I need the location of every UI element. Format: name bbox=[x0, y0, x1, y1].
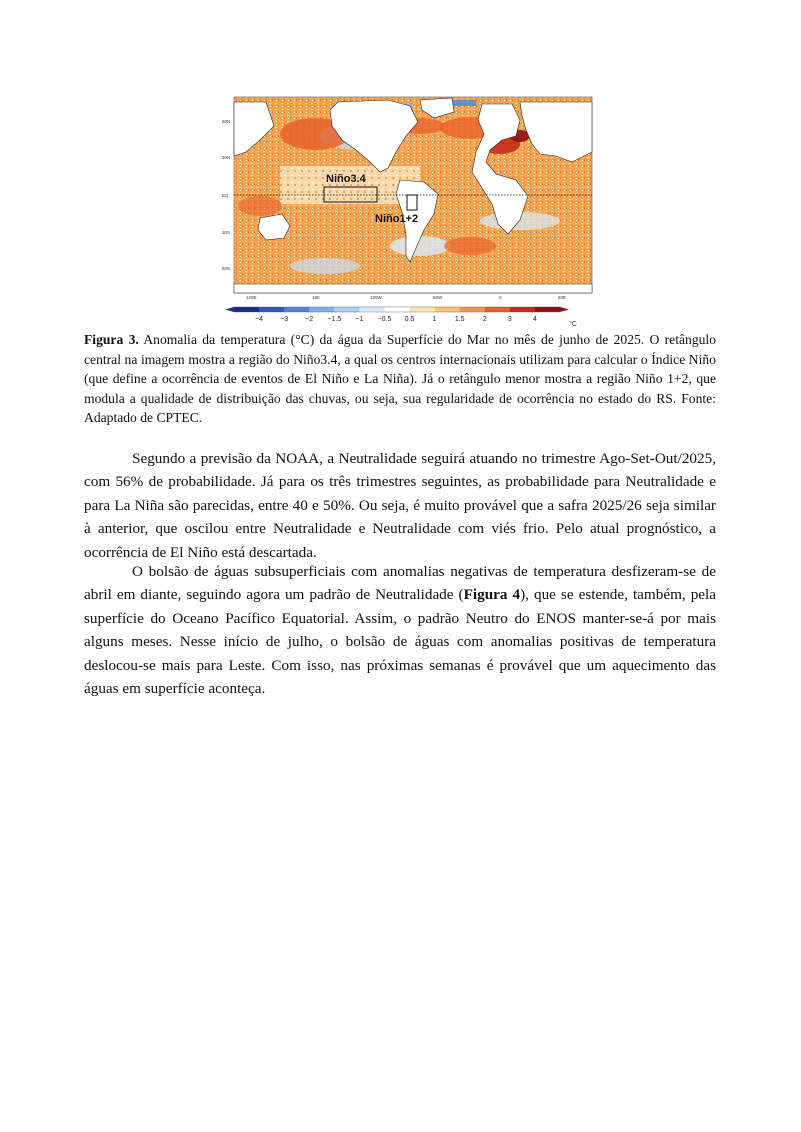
colorbar-swatch bbox=[410, 307, 435, 312]
colorbar-tick-label: −1.5 bbox=[327, 316, 342, 323]
colorbar-tick-label: −0.5 bbox=[377, 316, 392, 323]
figure-4-reference: Figura 4 bbox=[463, 586, 521, 604]
lat-label: 60N bbox=[222, 119, 231, 124]
colorbar-tick-label: −3 bbox=[280, 316, 289, 323]
lon-label: 60E bbox=[558, 295, 567, 300]
colorbar-arrow-high bbox=[560, 307, 569, 312]
colorbar-swatch bbox=[359, 307, 384, 312]
map-cool-patch bbox=[290, 258, 360, 274]
colorbar-swatch bbox=[535, 307, 560, 312]
colorbar-tick-label: 4 bbox=[532, 316, 537, 323]
lat-label: 60S bbox=[222, 266, 231, 271]
colorbar-swatch bbox=[485, 307, 510, 312]
sst-anomaly-map bbox=[220, 96, 594, 300]
colorbar-tick-label: 3 bbox=[507, 316, 512, 323]
colorbar-swatch bbox=[259, 307, 284, 312]
map-land-antarctica bbox=[234, 284, 592, 293]
lat-label: EQ bbox=[222, 193, 229, 198]
colorbar-swatch bbox=[384, 307, 409, 312]
colorbar-swatch bbox=[284, 307, 309, 312]
colorbar-tick-label: 0.5 bbox=[404, 316, 415, 323]
lon-label: 60W bbox=[433, 295, 443, 300]
lon-label: 0 bbox=[499, 295, 502, 300]
paragraph-2-text-b: ), que se estende, também, pela superfície do Oceano Pacífico Equatorial. Assim, o padrão Neutro do ENOS manter-se-á por mais alguns meses. Nesse início de julho, o bolsão de águas com anomalias positivas de temperatura deslocou-se mais para Leste. Com isso, nas próximas semanas é provável que um aquecimento das águas em superfície aconteça. bbox=[84, 586, 716, 698]
colorbar-tick-label: 1.5 bbox=[454, 316, 465, 323]
lon-label: 120W bbox=[370, 295, 382, 300]
colorbar-arrow-low bbox=[225, 307, 234, 312]
colorbar-swatch bbox=[435, 307, 460, 312]
colorbar-swatch bbox=[309, 307, 334, 312]
body-paragraph-2 bbox=[84, 560, 716, 700]
colorbar-tick-label: −4 bbox=[255, 316, 264, 323]
colorbar-tick-label: 2 bbox=[482, 316, 487, 323]
colorbar-unit: °C bbox=[569, 321, 577, 328]
lon-label: 180 bbox=[312, 295, 320, 300]
colorbar bbox=[220, 304, 594, 330]
nino34-label: Niño3.4 bbox=[326, 173, 366, 185]
colorbar-swatch bbox=[334, 307, 359, 312]
caption-text: Anomalia da temperatura (°C) da água da Superfície do Mar no mês de junho de 2025. O retângulo central na imagem mostra a região do Niño3.4, a qual os centros internacionais utilizam para calcular o Índice Niño (que define a ocorrência de eventos de El Niño e La Niña). Já o retângulo menor mostra a região Niño 1+2, que modula a qualidade de distribuição das chuvas, ou seja, sua regularidade de ocorrência no estado do RS. Fonte: Adaptado de CPTEC. bbox=[84, 332, 716, 426]
paragraph-2-text-a: O bolsão de águas subsuperficiais com anomalias negativas de temperatura desfizeram-se de abril em diante, seguindo agora um padrão de Neutralidade ( bbox=[84, 563, 716, 604]
nino12-label: Niño1+2 bbox=[375, 213, 419, 225]
lat-label: 30S bbox=[222, 230, 231, 235]
figure-caption bbox=[84, 330, 716, 428]
colorbar-swatch bbox=[460, 307, 485, 312]
colorbar-tick-label: 1 bbox=[432, 316, 437, 323]
colorbar-tick-label: −1 bbox=[355, 316, 364, 323]
body-paragraph-1: Segundo a previsão da NOAA, a Neutralidade seguirá atuando no trimestre Ago-Set-Out/2025, com 56% de probabilidade. Já para os três trimestres seguintes, as probabilidade para Neutralidade e para La Niña são parecidas, entre 40 e 50%. Ou seja, é muito provável que a safra 2025/26 seja similar à anterior, que oscilou entre Neutralidade e Neutralidade com viés frio. Pelo atual prognóstico, a ocorrência de El Niño está descartada. bbox=[84, 450, 716, 561]
colorbar-tick-label: −2 bbox=[305, 316, 314, 323]
colorbar-swatch bbox=[234, 307, 259, 312]
lon-label: 120E bbox=[246, 295, 257, 300]
lat-label: 30N bbox=[222, 155, 231, 160]
caption-label: Figura 3. bbox=[84, 332, 139, 347]
map-warm-patch bbox=[444, 237, 496, 255]
map-warm-patch bbox=[238, 196, 282, 216]
sst-anomaly-figure bbox=[220, 96, 594, 330]
colorbar-swatch bbox=[510, 307, 535, 312]
